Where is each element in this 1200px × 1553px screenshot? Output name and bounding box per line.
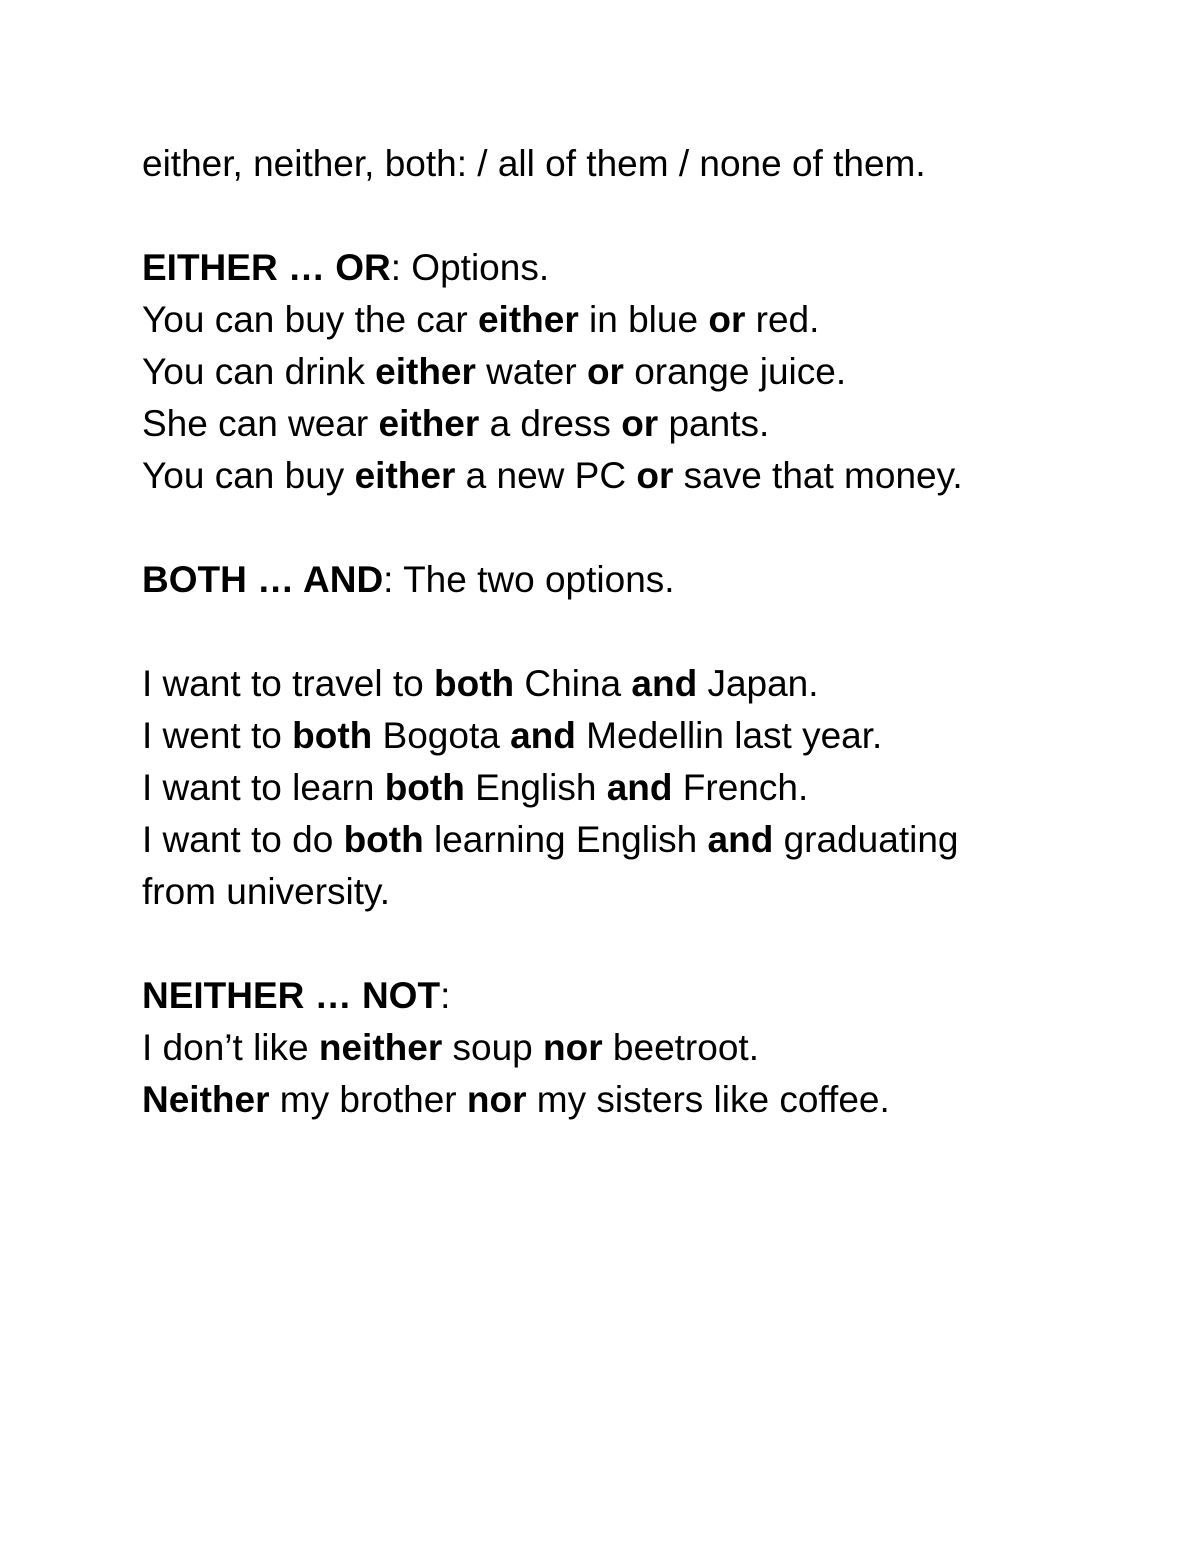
sentence-text: in blue (578, 299, 709, 340)
sentence-text: my sisters like coffee. (526, 1079, 890, 1120)
sentence-text: She can wear (142, 403, 379, 444)
keyword: or (586, 351, 624, 392)
sentence-text: You can drink (142, 351, 376, 392)
sentence-text: a new PC (455, 455, 637, 496)
sentence-text: French. (672, 767, 809, 808)
sentence-text: beetroot. (602, 1027, 759, 1068)
heading-keyword: EITHER … OR (142, 247, 391, 288)
sentence-text: I want to travel to (142, 663, 435, 704)
both-and-heading (142, 554, 1042, 606)
sentence-text: I don’t like (142, 1027, 319, 1068)
sentence-text: a dress (479, 403, 622, 444)
keyword: Neither (142, 1079, 270, 1120)
example-sentence (142, 346, 1042, 398)
heading-keyword: NEITHER … NOT (142, 975, 441, 1016)
sentence-text: I went to (142, 715, 293, 756)
example-sentence (142, 294, 1042, 346)
keyword: either (375, 351, 476, 392)
spacer (142, 502, 1042, 554)
sentence-text: English (464, 767, 607, 808)
keyword: or (621, 403, 659, 444)
spacer (142, 190, 1042, 242)
keyword: both (384, 767, 465, 808)
heading-description: : The two options. (383, 559, 675, 600)
sentence-text: water (475, 351, 587, 392)
keyword: nor (466, 1079, 527, 1120)
sentence-text: Medellin last year. (575, 715, 883, 756)
keyword: and (510, 715, 576, 756)
example-sentence (142, 1022, 1042, 1074)
spacer (142, 606, 1042, 658)
keyword: and (606, 767, 673, 808)
sentence-text: I want to do (142, 819, 344, 860)
keyword: both (292, 715, 373, 756)
example-sentence (142, 658, 1042, 710)
example-sentence (142, 398, 1042, 450)
example-sentence (142, 1074, 1042, 1126)
sentence-text: soup (442, 1027, 544, 1068)
keyword: and (707, 819, 774, 860)
sentence-text: learning English (423, 819, 708, 860)
heading-keyword: BOTH … AND (142, 559, 384, 600)
keyword: either (378, 403, 480, 444)
sentence-text: graduating from university. (142, 819, 959, 912)
sentence-text: China (514, 663, 632, 704)
keyword: both (343, 819, 424, 860)
sentence-text: red. (745, 299, 820, 340)
example-sentence (142, 450, 1042, 502)
keyword: or (708, 299, 746, 340)
sentence-text: Japan. (697, 663, 819, 704)
intro-line: either, neither, both: / all of them / none of them. (142, 143, 926, 184)
sentence-text: save that money. (673, 455, 963, 496)
example-sentence (142, 762, 1042, 814)
keyword: either (354, 455, 456, 496)
keyword: or (636, 455, 674, 496)
keyword: nor (543, 1027, 603, 1068)
sentence-text: You can buy the car (142, 299, 478, 340)
example-sentence (142, 814, 1042, 918)
keyword: and (631, 663, 698, 704)
heading-description: : (440, 975, 451, 1016)
sentence-text: orange juice. (623, 351, 847, 392)
example-sentence (142, 710, 1042, 762)
sentence-text: I want to learn (142, 767, 385, 808)
keyword: either (477, 299, 579, 340)
keyword: neither (318, 1027, 443, 1068)
neither-not-heading (142, 970, 1042, 1022)
document-body (142, 138, 1042, 1126)
heading-description: : Options. (390, 247, 550, 288)
sentence-text: You can buy (142, 455, 355, 496)
sentence-text: Bogota (372, 715, 511, 756)
keyword: both (434, 663, 515, 704)
sentence-text: my brother (269, 1079, 467, 1120)
either-or-heading (142, 242, 1042, 294)
sentence-text: pants. (658, 403, 770, 444)
spacer (142, 918, 1042, 970)
